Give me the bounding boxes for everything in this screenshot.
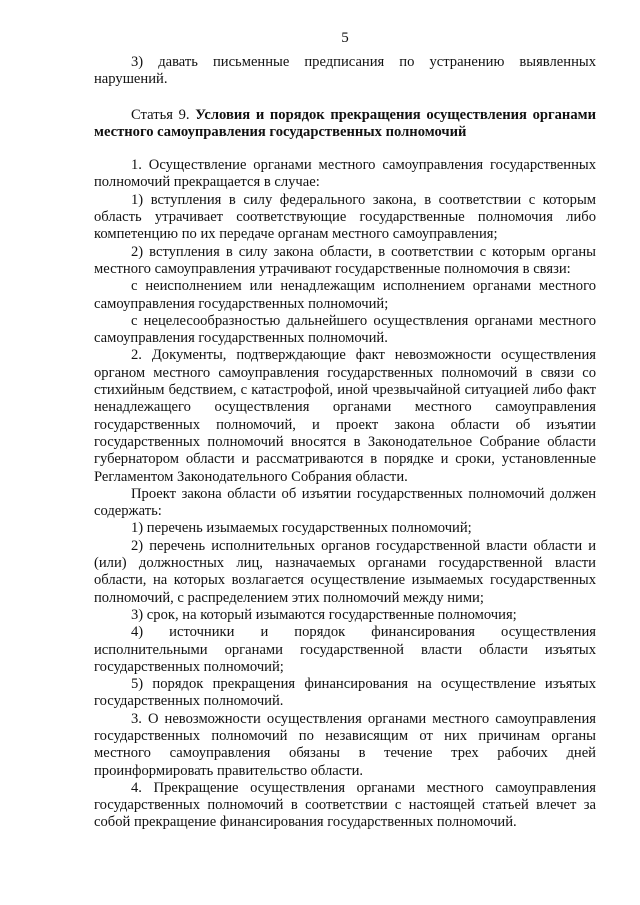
paragraph: 5) порядок прекращения финансирования на осуществление изъятых государственных полномочий. (94, 676, 596, 710)
paragraph: Проект закона области об изъятии государственных полномочий должен содержать: (94, 485, 596, 520)
paragraph: 1) вступления в силу федерального закона, в соответствии с которым область утрачивает соответствующие государственные полномочия либо компетенцию по их передаче органам местного самоуправления; (94, 191, 596, 243)
paragraph: с нецелесообразностью дальнейшего осуществления органами местного самоуправления государственных полномочий. (94, 312, 596, 347)
paragraph: 4) источники и порядок финансирования осуществления исполнительными органами государственной власти области изъятых государственных полномочий; (94, 624, 596, 675)
paragraph: 1) перечень изымаемых государственных полномочий; (131, 520, 472, 537)
article-label: Статья 9. (131, 106, 190, 123)
article-heading (94, 107, 596, 142)
paragraph: 2) вступления в силу закона области, в соответствии с которым органы местного самоуправления утрачивают государственные полномочия в связи: (94, 243, 596, 277)
paragraph: с неисполнением или ненадлежащим исполнением органами местного самоуправления государственных полномочий; (94, 278, 596, 312)
paragraph: 3) срок, на который изымаются государственные полномочия; (131, 606, 517, 623)
paragraph: 4. Прекращение осуществления органами местного самоуправления государственных полномочий в соответствии с настоящей статьей влечет за собой прекращение финансирования государственных полномочий. (94, 779, 596, 831)
paragraph: 2. Документы, подтверждающие факт невозможности осуществления органом местного самоуправления государственных полномочий в связи со стихийным бедствием, с катастрофой, иной чрезвычайной ситуацией либо факт ненадлежащего осуществления органами местного самоуправления государственных полномочий, и проект закона области об изъятии государственных полномочий вносятся в Законодательное Собрание области губернатором области и рассматриваются в порядке и сроки, установленные Регламентом Законодательного Собрания области. (94, 347, 596, 485)
paragraph: 3. О невозможности осуществления органами местного самоуправления государственных полномочий по независящим от них причинам органы местного самоуправления обязаны в течение трех рабочих дней проинформировать правительство области. (94, 710, 596, 779)
page-number: 5 (341, 30, 349, 46)
page-content (94, 54, 596, 832)
article-title: Условия и порядок прекращения осуществления органами местного самоуправления государственных полномочий (94, 106, 596, 140)
paragraph: 1. Осуществление органами местного самоуправления государственных полномочий прекращается в случае: (94, 157, 596, 191)
continuation-paragraph: 3) давать письменные предписания по устранению выявленных нарушений. (94, 54, 596, 88)
paragraph: 2) перечень исполнительных органов государственной власти области и (или) должностных лиц, назначаемых органами государственной власти области, на которых возлагается осуществление изымаемых государственных полномочий, с распределением этих полномочий между ними; (94, 537, 596, 606)
